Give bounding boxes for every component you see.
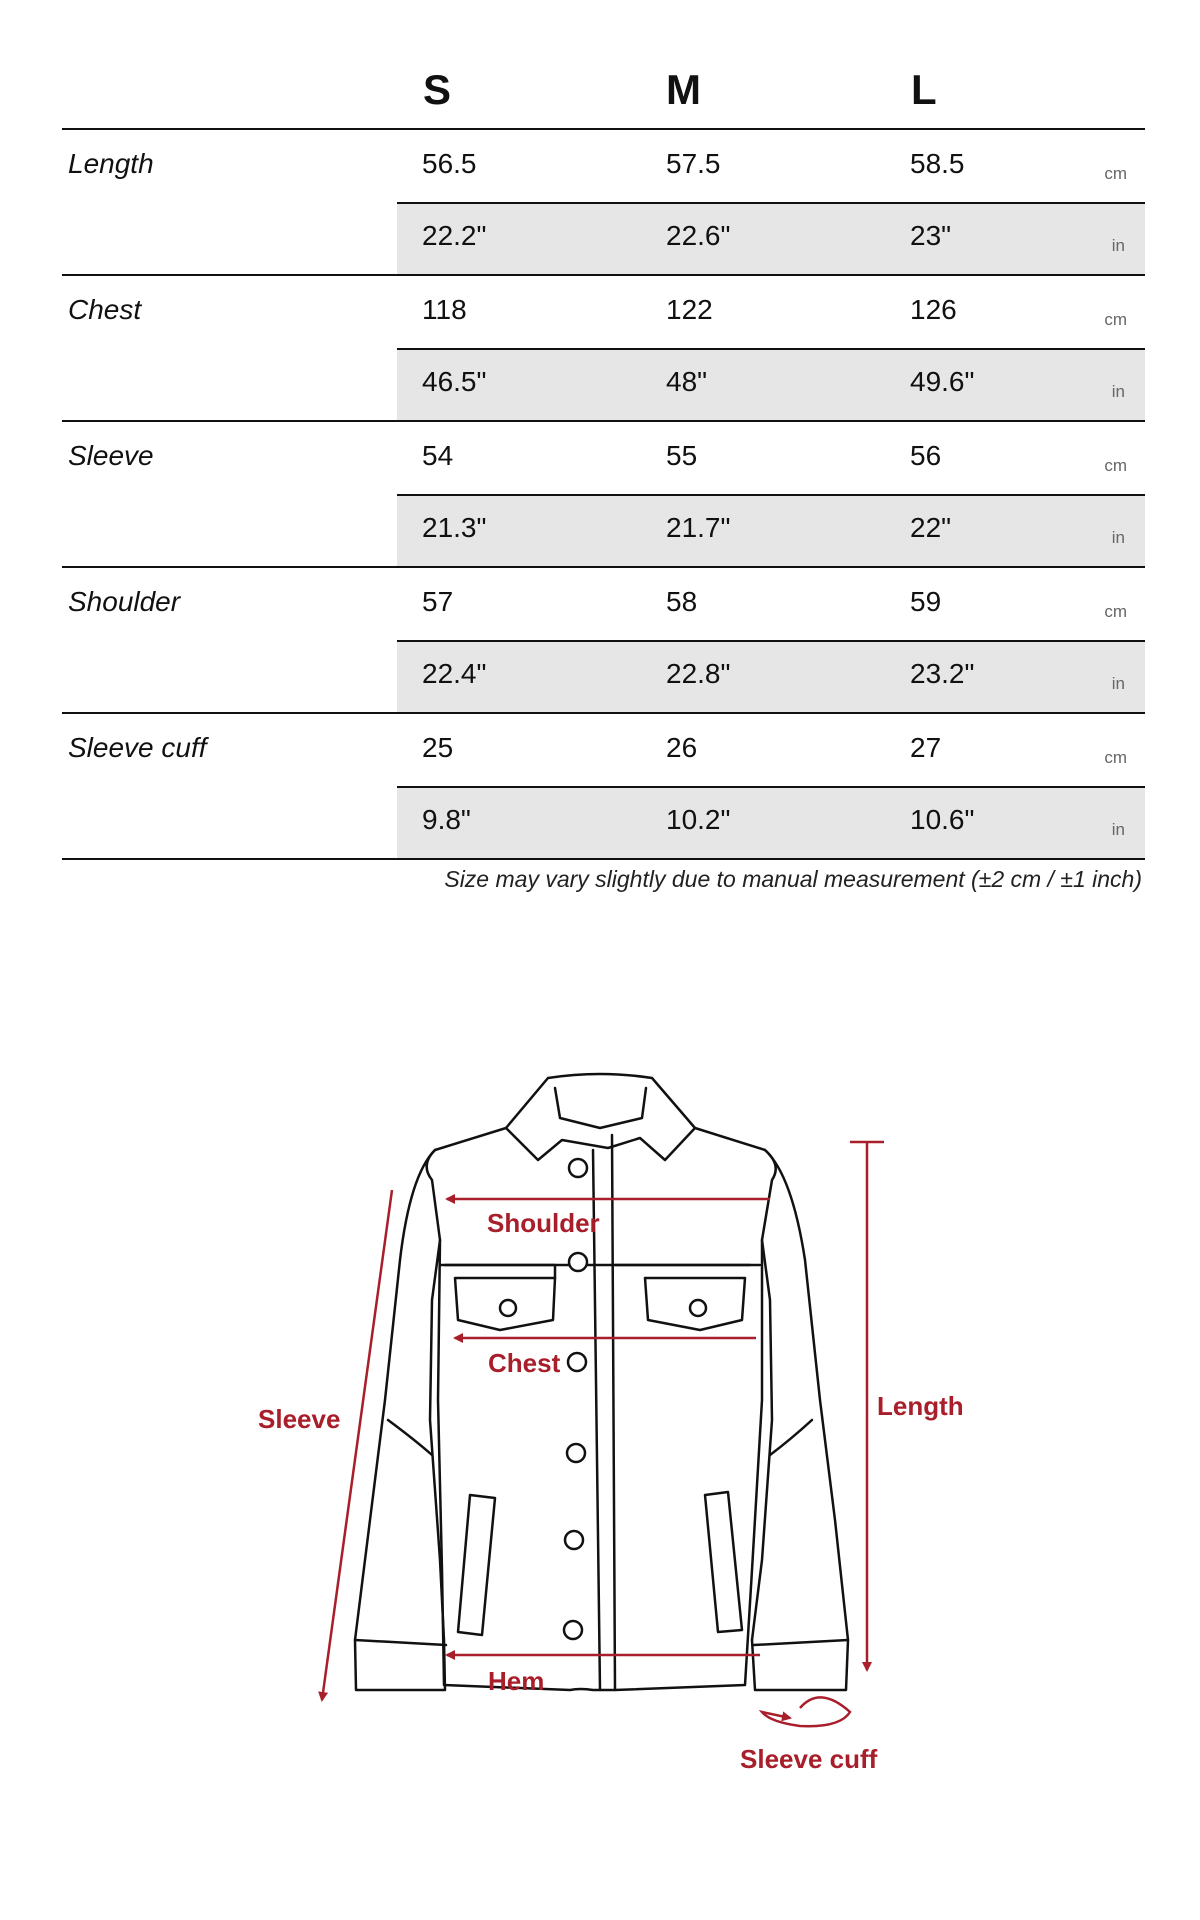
measurement-note: Size may vary slightly due to manual measurement (±2 cm / ±1 inch) xyxy=(444,866,1142,892)
jacket-illustration xyxy=(355,1074,848,1690)
value-l-in: 22" xyxy=(910,512,952,543)
size-header-l: L xyxy=(911,66,937,113)
value-m-cm: 122 xyxy=(666,294,713,325)
unit-in: in xyxy=(1111,674,1125,693)
measurement-label: Sleeve xyxy=(68,440,154,471)
value-l-in: 10.6" xyxy=(910,804,975,835)
value-m-in: 22.6" xyxy=(666,220,731,251)
unit-in: in xyxy=(1111,382,1125,401)
value-s-in: 46.5" xyxy=(422,366,487,397)
measurement-label: Shoulder xyxy=(68,586,181,617)
value-l-cm: 27 xyxy=(910,732,942,763)
size-header-row xyxy=(62,58,1145,130)
measurement-group-shoulder xyxy=(62,568,1145,714)
shoulder-label: Shoulder xyxy=(487,1208,600,1238)
length-label: Length xyxy=(877,1391,964,1421)
measurement-label: Length xyxy=(68,148,154,179)
value-l-cm: 126 xyxy=(910,294,957,325)
value-m-cm: 26 xyxy=(666,732,698,763)
measurement-label: Chest xyxy=(68,294,142,325)
jacket-measurement-diagram xyxy=(0,1000,1200,1920)
value-s-cm: 54 xyxy=(422,440,454,471)
value-s-in: 22.2" xyxy=(422,220,487,251)
measurement-group-sleeve xyxy=(62,422,1145,568)
value-s-in: 9.8" xyxy=(422,804,471,835)
value-l-in: 23" xyxy=(910,220,952,251)
unit-cm: cm xyxy=(1104,602,1127,621)
value-m-in: 10.2" xyxy=(666,804,731,835)
unit-cm: cm xyxy=(1104,310,1127,329)
unit-in: in xyxy=(1111,820,1125,839)
measurement-group-sleeve-cuff xyxy=(62,714,1145,860)
value-l-cm: 58.5 xyxy=(910,148,965,179)
sleeve-cuff-label: Sleeve cuff xyxy=(740,1744,878,1774)
value-s-in: 21.3" xyxy=(422,512,487,543)
size-chart-table xyxy=(62,58,1145,860)
cm-row xyxy=(397,276,1145,348)
cm-row xyxy=(397,130,1145,202)
size-header-m: M xyxy=(666,66,701,113)
unit-in: in xyxy=(1111,528,1125,547)
hem-label: Hem xyxy=(488,1666,545,1696)
cm-row xyxy=(397,568,1145,640)
value-s-cm: 118 xyxy=(422,294,467,325)
cm-row xyxy=(397,714,1145,786)
value-s-in: 22.4" xyxy=(422,658,487,689)
sleeve-label: Sleeve xyxy=(258,1404,341,1434)
inch-row xyxy=(397,494,1145,566)
inch-row xyxy=(397,202,1145,274)
inch-row xyxy=(397,348,1145,420)
value-m-cm: 55 xyxy=(666,440,698,471)
inch-row xyxy=(397,786,1145,858)
unit-cm: cm xyxy=(1104,456,1127,475)
value-s-cm: 56.5 xyxy=(422,148,477,179)
value-l-cm: 56 xyxy=(910,440,942,471)
measurement-group-chest xyxy=(62,276,1145,422)
unit-in: in xyxy=(1111,236,1125,255)
value-m-in: 21.7" xyxy=(666,512,731,543)
size-header-s: S xyxy=(423,66,452,113)
value-s-cm: 57 xyxy=(422,586,454,617)
value-l-in: 49.6" xyxy=(910,366,975,397)
value-m-in: 48" xyxy=(666,366,708,397)
measurement-label: Sleeve cuff xyxy=(68,732,207,763)
chest-label: Chest xyxy=(488,1348,561,1378)
unit-cm: cm xyxy=(1104,748,1127,767)
unit-cm: cm xyxy=(1104,164,1127,183)
value-l-cm: 59 xyxy=(910,586,942,617)
cm-row xyxy=(397,422,1145,494)
value-m-in: 22.8" xyxy=(666,658,731,689)
value-m-cm: 57.5 xyxy=(666,148,721,179)
measurement-group-length xyxy=(62,130,1145,276)
value-s-cm: 25 xyxy=(422,732,454,763)
value-l-in: 23.2" xyxy=(910,658,975,689)
value-m-cm: 58 xyxy=(666,586,698,617)
inch-row xyxy=(397,640,1145,712)
